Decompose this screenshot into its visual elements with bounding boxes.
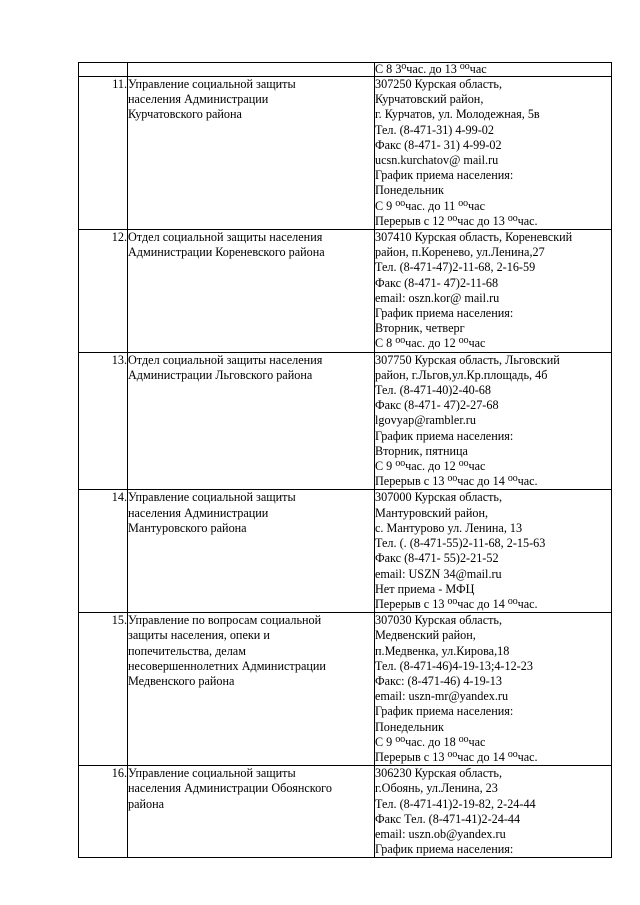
contact-line: Мантуровский район,: [375, 505, 489, 520]
contact-info-cell: [375, 490, 612, 613]
contact-line: 307250 Курская область,: [375, 77, 503, 91]
contact-line: Факс Тел. (8-471-41)2-24-44: [375, 811, 521, 826]
contact-line: Вторник, четверг: [375, 321, 465, 336]
office-name-line: Отдел социальной защиты населения: [128, 352, 323, 367]
row-number: 14.: [79, 490, 128, 613]
office-name-line: защиты населения, опеки и: [128, 628, 270, 643]
office-name-line: населения Администрации: [128, 92, 269, 107]
contact-line: г.Обоянь, ул.Ленина, 23: [375, 781, 498, 796]
office-name-cell: [128, 613, 375, 766]
row-number: 15.: [79, 613, 128, 766]
office-name-line: Отдел социальной защиты населения: [128, 230, 323, 245]
office-name-cell: [128, 766, 375, 858]
contact-line: С 8 ⁰⁰час. до 12 ⁰⁰час: [375, 336, 486, 351]
office-name-line: района: [128, 796, 165, 811]
contact-line: Понедельник: [375, 183, 444, 198]
contact-line: Понедельник: [375, 719, 444, 734]
contact-line: г. Курчатов, ул. Молодежная, 5в: [375, 107, 540, 122]
office-name-cell: [128, 352, 375, 490]
contact-line: 307750 Курская область, Льговский: [375, 352, 560, 367]
row-number: 13.: [79, 352, 128, 490]
contact-line: Факс (8-471- 47)2-27-68: [375, 398, 499, 413]
contact-info-cell: [375, 63, 612, 77]
contact-line: Курчатовский район,: [375, 92, 484, 107]
office-name-line: населения Администрации Обоянского: [128, 781, 332, 796]
contact-line: С 8 3⁰час. до 13 ⁰⁰час: [375, 62, 487, 76]
office-name-line: попечительства, делам: [128, 643, 246, 658]
office-name-line: Администрации Льговского района: [128, 367, 313, 382]
contact-line: С 9 ⁰⁰час. до 12 ⁰⁰час: [375, 459, 486, 474]
table-row: [79, 613, 612, 766]
office-name-line: Мантуровского района: [128, 520, 247, 535]
table-row: [79, 352, 612, 490]
office-name-line: Медвенского района: [128, 673, 235, 688]
contact-line: email: uszn-mr@yandex.ru: [375, 689, 509, 704]
contact-line: район, г.Льгов,ул.Кр.площадь, 4б: [375, 367, 548, 382]
row-number: 16.: [79, 766, 128, 858]
contact-line: Тел. (8-471-41)2-19-82, 2-24-44: [375, 796, 536, 811]
contact-line: С 9 ⁰⁰час. до 18 ⁰⁰час: [375, 734, 486, 749]
contact-line: 307000 Курская область,: [375, 490, 503, 505]
contact-info-cell: [375, 77, 612, 230]
row-number-cell: [79, 63, 128, 77]
contact-line: График приема населения:: [375, 306, 514, 321]
contact-line: 307410 Курская область, Кореневский: [375, 230, 573, 245]
contact-line: График приема населения:: [375, 428, 514, 443]
contact-line: email: uszn.ob@yandex.ru: [375, 826, 506, 841]
contact-line: Перерыв с 13 ⁰⁰час до 14 ⁰⁰час.: [375, 474, 538, 489]
offices-table-body: [79, 63, 612, 858]
contact-line: Факс: (8-471-46) 4-19-13: [375, 673, 502, 688]
row-number: 11.: [79, 77, 128, 230]
contact-line: Нет приема - МФЦ: [375, 581, 475, 596]
contact-line: Перерыв с 12 ⁰⁰час до 13 ⁰⁰час.: [375, 213, 538, 228]
contact-line: График приема населения:: [375, 842, 514, 857]
office-name-cell: [128, 63, 375, 77]
contact-line: email: oszn.kor@ mail.ru: [375, 290, 500, 305]
contact-line: с. Мантурово ул. Ленина, 13: [375, 520, 523, 535]
table-row: [79, 77, 612, 230]
contact-line: 307030 Курская область,: [375, 613, 503, 628]
contact-line: График приема населения:: [375, 168, 514, 183]
contact-line: Факс (8-471- 47)2-11-68: [375, 275, 499, 290]
table-row: [79, 490, 612, 613]
table-row: [79, 766, 612, 858]
offices-table: [78, 62, 612, 858]
office-name-cell: [128, 230, 375, 353]
office-name-cell: [128, 77, 375, 230]
contact-line: Тел. (8-471-46)4-19-13;4-12-23: [375, 658, 533, 673]
contact-line: График приема населения:: [375, 704, 514, 719]
office-name-line: Управление социальной защиты: [128, 77, 296, 91]
contact-line: Тел. (8-471-31) 4-99-02: [375, 122, 494, 137]
office-name-line: Курчатовского района: [128, 107, 242, 122]
contact-line: п.Медвенка, ул.Кирова,18: [375, 643, 510, 658]
contact-line: Перерыв с 13 ⁰⁰час до 14 ⁰⁰час.: [375, 749, 538, 764]
contact-line: lgovyap@rambler.ru: [375, 413, 476, 428]
contact-line: Факс (8-471- 31) 4-99-02: [375, 137, 502, 152]
table-row: [79, 230, 612, 353]
contact-info-cell: [375, 613, 612, 766]
contact-line: 306230 Курская область,: [375, 766, 503, 781]
contact-line: Тел. (8-471-47)2-11-68, 2-16-59: [375, 260, 536, 275]
row-number: 12.: [79, 230, 128, 353]
office-name-line: населения Администрации: [128, 505, 269, 520]
contact-line: Вторник, пятница: [375, 443, 468, 458]
contact-line: Факс (8-471- 55)2-21-52: [375, 551, 499, 566]
contact-line: С 9 ⁰⁰час. до 11 ⁰⁰час: [375, 198, 485, 213]
table-row-continuation: [79, 63, 612, 77]
contact-line: ucsn.kurchatov@ mail.ru: [375, 153, 499, 168]
contact-line: email: USZN 34@mail.ru: [375, 566, 502, 581]
contact-info-cell: [375, 230, 612, 353]
contact-info-cell: [375, 352, 612, 490]
office-name-line: Управление социальной защиты: [128, 766, 296, 781]
contact-line: Тел. (. (8-471-55)2-11-68, 2-15-63: [375, 536, 546, 551]
contact-line: Медвенский район,: [375, 628, 476, 643]
contact-line: район, п.Коренево, ул.Ленина,27: [375, 245, 545, 260]
contact-line: Перерыв с 13 ⁰⁰час до 14 ⁰⁰час.: [375, 596, 538, 611]
office-name-cell: [128, 490, 375, 613]
office-name-line: Управление по вопросам социальной: [128, 613, 322, 628]
contact-line: Тел. (8-471-40)2-40-68: [375, 383, 491, 398]
office-name-line: несовершеннолетних Администрации: [128, 658, 326, 673]
office-name-line: Администрации Кореневского района: [128, 245, 325, 260]
office-name-line: Управление социальной защиты: [128, 490, 296, 505]
contact-info-cell: [375, 766, 612, 858]
